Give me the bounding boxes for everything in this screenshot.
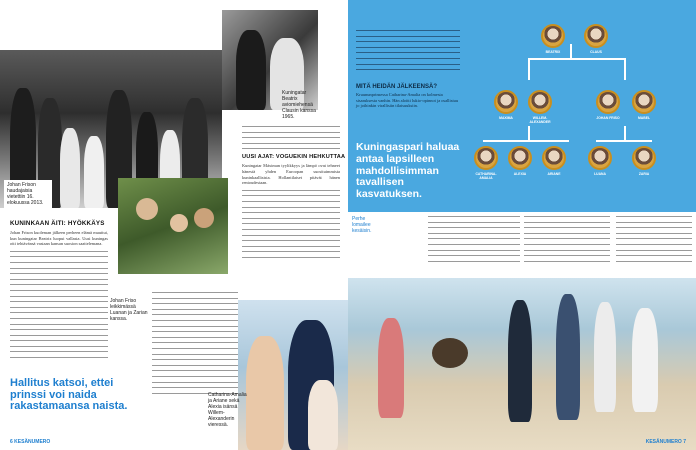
johan-friso-avatar	[596, 90, 620, 114]
right-headline: Kuningaspari haluaa antaa lapsilleen mahdollisimman tavallisen kasvatuksen.	[356, 141, 460, 200]
caption-johan-friso: Johan Frison haudajaisia vietettiin 16. elokuussa 2013.	[4, 180, 52, 208]
maxima-avatar	[494, 90, 518, 114]
caption-family: Perhe lomailee kesäisin.	[352, 216, 372, 234]
zaria-avatar	[632, 146, 656, 170]
luana-label: LUANA	[594, 172, 606, 176]
section2-heading: UUSI AJAT: VOGUEKIN HEHKUTTAA	[242, 154, 346, 160]
pull-quote: Hallitus katsoi, ettei prinssi voi naida rakastamaansa naista.	[10, 377, 128, 413]
catharina-amalia-label: CATHARINA-AMALIA	[475, 172, 497, 180]
caption-prince-lauren: Johan Friso leikkimässä Luanan ja Zarian kanssa.	[110, 298, 148, 322]
catharina-amalia-avatar	[474, 146, 498, 170]
willem-alexander-label: WILLEM-ALEXANDER	[529, 116, 551, 124]
luana-avatar	[588, 146, 612, 170]
ariane-label: ARIANE	[547, 172, 561, 176]
right-col1	[428, 216, 520, 270]
claus-label: CLAUS	[590, 50, 602, 54]
right-page	[348, 0, 696, 450]
left-folio: 6 KESÄNUMERO	[10, 439, 51, 445]
caption-catharina: Catharina-Amalia ja Ariane sekä Alexia isänsä Willem-Alexanderin vieressä.	[208, 392, 247, 428]
johan-friso-label: JOHAN FRISO	[596, 116, 620, 120]
beatrix-label: BEATRIX	[545, 50, 561, 54]
beach-family-photo	[348, 278, 696, 450]
alexia-avatar	[508, 146, 532, 170]
maxima-label: MAXIMA	[499, 116, 513, 120]
intro-text: Kruununprinsessa Catharina-Amalia on kolmesta sisaruksesta vanhin. Hän aloitti lukio-opinnot ja osallistuu jo joihinkin virallisiin tilaisuuksiin.	[356, 92, 459, 109]
family-tree-panel	[348, 0, 696, 212]
catharina-children-photo	[238, 300, 348, 450]
section1-text: Johan Frison kuoleman jälkeen perheen elämä muuttui, kun kuningatar Beatrix luopui vallasta. Uusi kuningas otti tehtävänsä vastaan kansan suosion saattelemana.	[10, 230, 108, 380]
right-col2	[524, 216, 610, 270]
top-text	[356, 30, 460, 75]
section1-heading: KUNINKAAN ÄITI: HYÖKKÄYS	[10, 220, 105, 227]
mabel-label: MABEL	[637, 116, 651, 120]
claus-avatar	[584, 24, 608, 48]
willem-alexander-avatar	[528, 90, 552, 114]
ariane-avatar	[542, 146, 566, 170]
zaria-label: ZARIA	[638, 172, 650, 176]
mabel-avatar	[632, 90, 656, 114]
beatrix-avatar	[541, 24, 565, 48]
col2-text	[152, 292, 238, 402]
alexia-label: ALEXIA	[513, 172, 527, 176]
right-folio: KESÄNUMERO 7	[645, 439, 686, 445]
section2-text: Kuningatar Máximan tyylikkyys ja lämpö ovat tehneet hänestä yhden Euroopan suosituimmista kuninkaallisista. Hollantilaiset pitävät hänen rentoudestaan.	[242, 126, 340, 276]
right-col3	[616, 216, 692, 270]
intro-heading: MITÄ HEIDÄN JÄLKEENSÄ?	[356, 84, 438, 90]
caption-beatrix-claus: Kuningatar Beatrix aviomiehensä Clausin kanssa 1965.	[282, 90, 316, 120]
prince-children-photo	[118, 178, 228, 274]
